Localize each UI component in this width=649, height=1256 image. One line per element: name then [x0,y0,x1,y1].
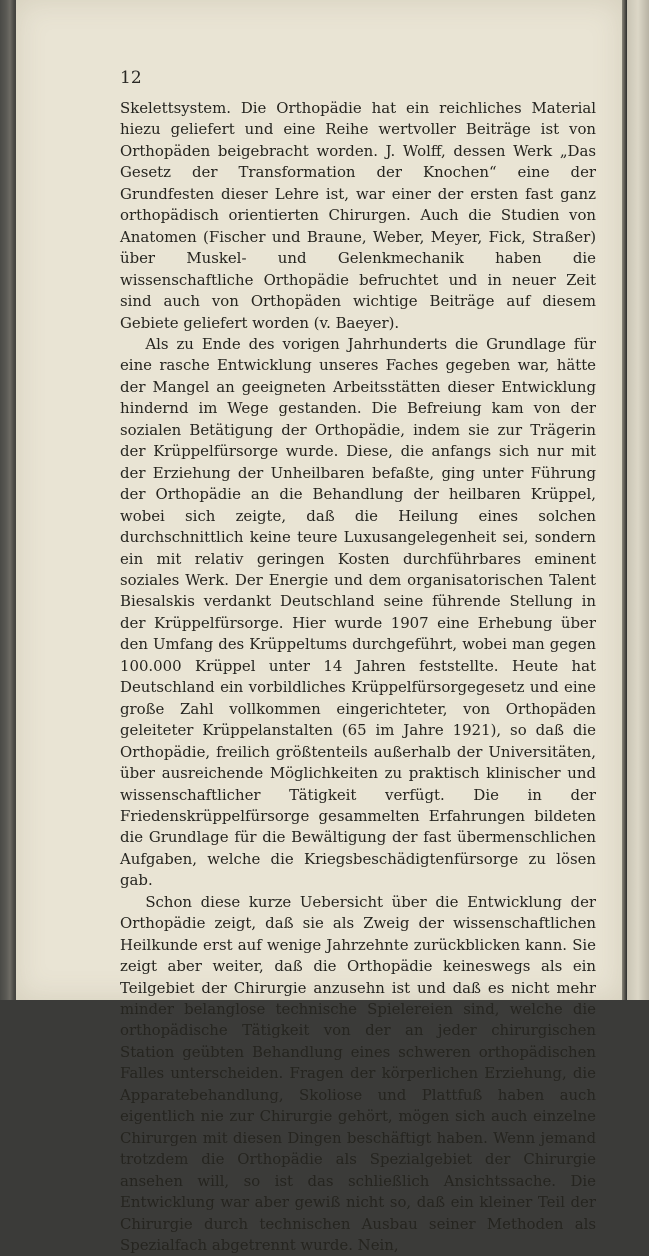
paragraph-3: Schon diese kurze Uebersicht über die Entwicklung der Orthopädie zeigt, daß sie als Zweig der wissenschaftlichen Heilkunde erst auf wenige Jahrzehnte zurückblicken kann. Sie zeigt aber weiter, daß die Orthopädie keineswegs als ein Teilgebiet der Chirurgie anzusehn ist und daß es nicht mehr minder belanglose technische Spielereien sind, welche die orthopädische Tätigkeit von der an jeder chirurgischen Station geübten Behandlung eines schweren orthopädischen Falles unterscheiden. Fragen der körperlichen Erziehung, die Apparatebehandlung, Skoliose und Plattfuß haben auch eigentlich nie zur Chirurgie gehört, mögen sich auch einzelne Chirurgen mit diesen Dingen beschäftigt haben. Wenn jemand trotzdem die Orthopädie als Spezialgebiet der Chirurgie ansehen will, so ist das schließlich Ansichtssache. Die Entwicklung war aber gewiß nicht so, daß ein kleiner Teil der Chirurgie durch technischen Ausbau seiner Methoden als Spezialfach abgetrennt wurde. Nein, [120,892,596,1255]
page-number: 12 [120,68,142,88]
paragraph-2: Als zu Ende des vorigen Jahrhunderts die Grundlage für eine rasche Entwicklung unseres Faches gegeben war, hätte der Mangel an geeigneten Arbeitsstätten dieser Entwicklung hindernd im Wege gestanden. Die Befreiung kam von der sozialen Betätigung der Orthopädie, indem sie zur Trägerin der Krüppelfürsorge wurde. Diese, die anfangs sich nur mit der Erziehung der Unheilbaren befaßte, ging unter Führung der Orthopädie an die Behandlung der heilbaren Krüppel, wobei sich zeigte, daß die Heilung eines solchen durchschnittlich keine teure Luxusangelegenheit sei, sondern ein mit relativ geringen Kosten durchführbares eminent soziales Werk. Der Energie und dem organisatorischen Talent Biesalskis verdankt Deutschland seine führende Stellung in der Krüppelfürsorge. Hier wurde 1907 eine Erhebung über den Umfang des Krüppeltums durchgeführt, wobei man gegen 100.000 Krüppel unter 14 Jahren feststellte. Heute hat Deutschland ein vorbildliches Krüppelfürsorgegesetz und eine große Zahl vollkommen eingerichteter, von Orthopäden geleiteter Krüppelanstalten (65 im Jahre 1921), so daß die Orthopädie, freilich größtenteils außerhalb der Universitäten, über ausreichende Möglichkeiten zu praktisch klinischer und wissenschaftlicher Tätigkeit verfügt. Die in der Friedenskrüppelfürsorge gesammelten Erfahrungen bildeten die Grundlage für die Bewältigung der fast übermenschlichen Aufgaben, welche die Kriegsbeschädigtenfürsorge zu lösen gab. [120,334,596,890]
body-text [120,98,596,1256]
next-page-edge [627,0,649,1000]
paragraph-1: Skelettsystem. Die Orthopädie hat ein reichliches Material hiezu geliefert und eine Reihe wertvoller Beiträge ist von Orthopäden beigebracht worden. J. Wolff, dessen Werk „Das Gesetz der Transformation der Knochen“ eine der Grundfesten dieser Lehre ist, war einer der ersten fast ganz orthopädisch orientierten Chirurgen. Auch die Studien von Anatomen (Fischer und Braune, Weber, Meyer, Fick, Straßer) über Muskel- und Gelenkmechanik haben die wissenschaftliche Orthopädie befruchtet und in neuer Zeit sind auch von Orthopäden wichtige Beiträge auf diesem Gebiete geliefert worden (v. Baeyer). [120,99,596,332]
